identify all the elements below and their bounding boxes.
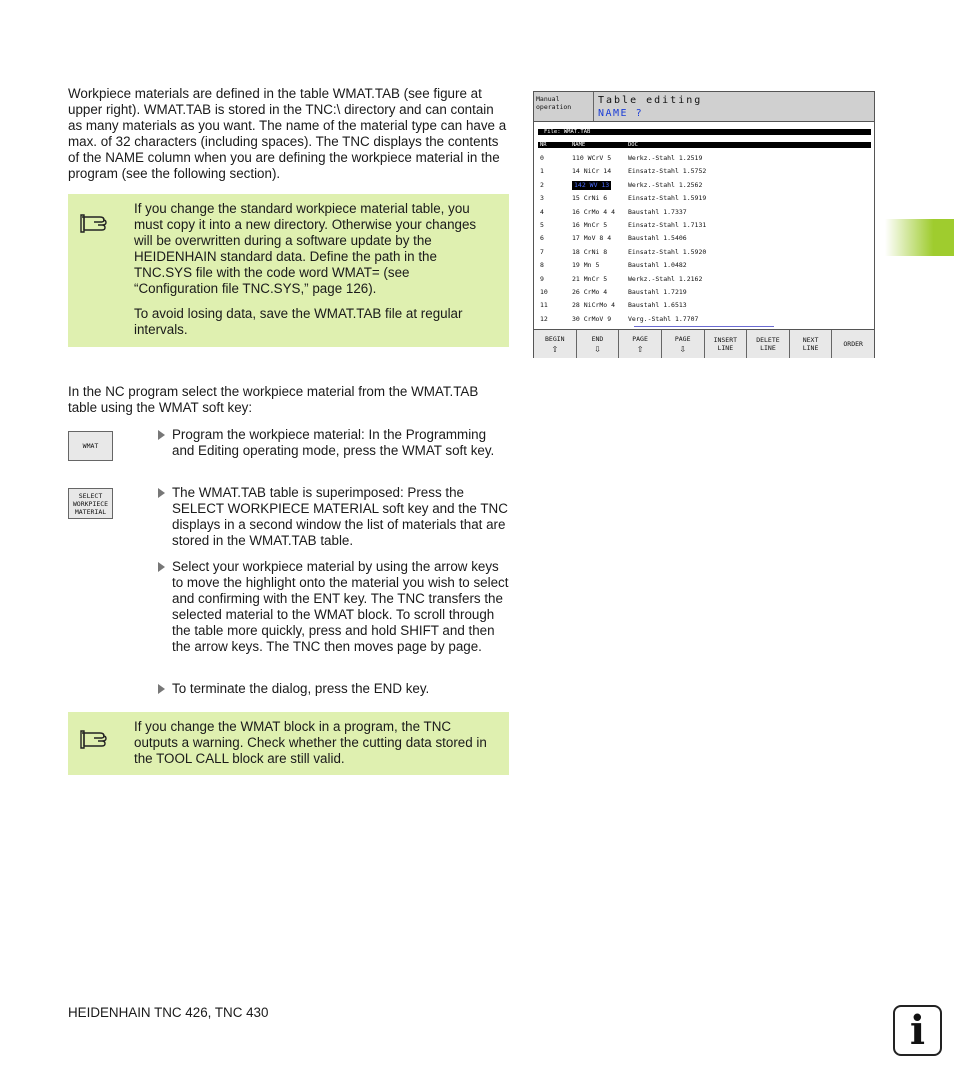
- cell-name: 18 CrNi 8: [572, 247, 608, 256]
- softkey-label: PAGE: [632, 334, 648, 343]
- screen-softkey-insert[interactable]: [705, 330, 748, 358]
- softkey-label: ORDER: [843, 340, 863, 348]
- note-box-material-table: [68, 194, 509, 347]
- info-icon: i: [893, 1005, 942, 1056]
- wmat-softkey-label: WMAT: [82, 442, 99, 450]
- table-row[interactable]: [538, 275, 871, 284]
- softkey-label: DELETE: [756, 336, 780, 344]
- cell-name: 16 MnCr 5: [572, 221, 608, 229]
- intro-paragraph: Workpiece materials are defined in the table WMAT.TAB (see figure at upper right). WMAT.TAB is stored in the TNC:\ directory and can contain as many materials as you want. The name of the material type can have a max. of 32 characters (including spaces). The TNC displays the contents of the NAME column when you are defining the workpiece material in the program (see the following section).: [68, 86, 507, 181]
- operating-mode-label: [536, 95, 591, 111]
- softkey-label: PAGE: [674, 334, 691, 343]
- step-3: [158, 559, 510, 655]
- cell-nr: 11: [540, 301, 548, 310]
- cell-nr: 9: [540, 274, 544, 283]
- column-header-nr: NR: [540, 142, 547, 148]
- mode-line-1: Manual: [536, 95, 560, 103]
- cell-nr: 10: [540, 288, 548, 296]
- step-1: [158, 427, 510, 459]
- screen-softkey-next[interactable]: [790, 330, 833, 358]
- step-2-text: The WMAT.TAB table is superimposed: Press the SELECT WORKPIECE MATERIAL soft key and the TNC displays in a second window the list of materials that are stored in the WMAT.TAB table.: [172, 485, 508, 548]
- note1-paragraph-1: If you change the standard workpiece material table, you must copy it into a new directory. Otherwise your changes will be overwritten during a software update by the HEIDENHAIN standard data. Define the path in the TNC.SYS file with the code word WMAT= (see “Configuration file TNC.SYS,” page 126).: [134, 201, 477, 296]
- softkey-label-line-2: LINE: [760, 344, 776, 352]
- mode-line-2: operation: [536, 103, 572, 111]
- arrow-bullet-icon: [158, 684, 165, 694]
- softkey-label: END: [591, 334, 604, 343]
- file-name-bar: File: WMAT.TAB: [538, 129, 871, 135]
- cell-doc: Einsatz-Stahl 1.5752: [628, 167, 707, 176]
- softkey-label-line-2: LINE: [717, 344, 734, 352]
- table-row[interactable]: [538, 208, 871, 217]
- arrow-bullet-icon: [158, 488, 165, 498]
- note-box-wmat-block: [68, 712, 509, 775]
- cell-name: 16 CrMo 4 4: [572, 207, 616, 216]
- table-row[interactable]: [538, 301, 871, 310]
- cell-doc: Werkz.-Stahl 1.2162: [628, 274, 703, 283]
- arrow-up-icon: ⇧: [551, 341, 559, 355]
- column-header-doc: DOC: [628, 142, 638, 148]
- step-4-text: To terminate the dialog, press the END key.: [172, 681, 430, 696]
- cell-name: 110 WCrV 5: [572, 154, 612, 162]
- column-header-bar: [538, 142, 871, 148]
- step-3-text: Select your workpiece material by using the arrow keys to move the highlight onto the material you wish to select and confirming with the ENT key. The TNC transfers the selected material to the WMAT block. To scroll through the table more quickly, press and hold SHIFT and then the arrow keys. The TNC then moves page by page.: [172, 559, 509, 654]
- softkey-label: NEXT: [802, 336, 819, 344]
- step-1-text: Program the workpiece material: In the Programming and Editing operating mode, press the WMAT soft key.: [172, 427, 495, 458]
- screen-softkey-order[interactable]: [832, 330, 874, 358]
- cell-nr: 2: [540, 180, 544, 189]
- note1-paragraph-2: To avoid losing data, save the WMAT.TAB file at regular intervals.: [134, 306, 463, 337]
- cell-nr: 5: [540, 221, 544, 229]
- cell-nr: 1: [540, 167, 544, 176]
- pointing-hand-icon: [80, 724, 114, 750]
- select-workpiece-material-softkey[interactable]: [68, 488, 113, 519]
- screen-header: [534, 92, 874, 122]
- arrow-bullet-icon: [158, 562, 165, 572]
- table-row[interactable]: [538, 167, 871, 176]
- dialog-prompt: NAME ?: [598, 108, 644, 119]
- cell-name: 17 MoV 8 4: [572, 234, 612, 243]
- cell-doc: Baustahl 1.5406: [628, 234, 687, 243]
- cell-name: 28 NiCrMo 4: [572, 301, 616, 310]
- screen-softkey-end[interactable]: [577, 330, 620, 358]
- page-footer: HEIDENHAIN TNC 426, TNC 430: [68, 1005, 269, 1020]
- table-row[interactable]: [538, 194, 871, 203]
- pointing-hand-icon: [80, 208, 114, 234]
- select-intro-paragraph: In the NC program select the workpiece material from the WMAT.TAB table using the WMAT soft key:: [68, 384, 479, 415]
- cell-name: 14 NiCr 14: [572, 167, 612, 176]
- arrow-up-icon: ⇧: [636, 341, 644, 355]
- screen-softkey-page[interactable]: [619, 330, 662, 358]
- chapter-tab: [885, 219, 954, 256]
- cell-nr: 12: [540, 314, 548, 323]
- cell-doc: Werkz.-Stahl 1.2519: [628, 154, 703, 162]
- cell-doc: Baustahl 1.7219: [628, 288, 687, 296]
- cell-nr: 0: [540, 154, 544, 162]
- cell-doc: Verg.-Stahl 1.7707: [628, 314, 699, 323]
- table-row[interactable]: [538, 154, 871, 163]
- cell-doc: Einsatz-Stahl 1.5919: [628, 194, 707, 203]
- cell-nr: 6: [540, 234, 544, 243]
- cell-nr: 8: [540, 261, 544, 270]
- table-row[interactable]: [538, 181, 871, 190]
- cell-name: 30 CrMoV 9: [572, 314, 612, 323]
- cell-name: 19 Mn 5: [572, 261, 600, 270]
- screen-softkey-begin[interactable]: [534, 330, 577, 358]
- arrow-bullet-icon: [158, 430, 165, 440]
- softkey-label-line-3: MATERIAL: [74, 507, 107, 516]
- table-row[interactable]: [538, 221, 871, 230]
- header-divider: [593, 92, 594, 121]
- cell-doc: Einsatz-Stahl 1.5920: [628, 247, 707, 256]
- scroll-indicator: [634, 326, 774, 327]
- step-4: [158, 681, 510, 697]
- table-row[interactable]: [538, 288, 871, 297]
- softkey-label-line-2: LINE: [802, 344, 819, 352]
- table-editing-screen: [533, 91, 875, 358]
- cell-doc: Baustahl 1.6513: [628, 301, 687, 310]
- screen-title: Table editing: [598, 95, 703, 106]
- cell-doc: Einsatz-Stahl 1.7131: [628, 221, 707, 229]
- cell-nr: 3: [540, 194, 544, 203]
- screen-softkey-delete[interactable]: [747, 330, 790, 358]
- cell-nr: 4: [540, 207, 544, 216]
- cell-name: 26 CrMo 4: [572, 288, 608, 296]
- softkey-label: INSERT: [713, 336, 738, 344]
- step-2: [158, 485, 510, 549]
- screen-softkey-page[interactable]: [662, 330, 705, 358]
- note2-paragraph: If you change the WMAT block in a program, the TNC outputs a warning. Check whether the cutting data stored in the TOOL CALL block are still valid.: [134, 719, 487, 766]
- table-row[interactable]: [538, 315, 871, 324]
- wmat-softkey[interactable]: [68, 431, 113, 461]
- cell-doc: Werkz.-Stahl 1.2562: [628, 180, 703, 189]
- screen-softkey-row: [534, 329, 874, 358]
- cell-name: 15 CrNi 6: [572, 194, 608, 203]
- table-row[interactable]: [538, 234, 871, 243]
- cell-doc: Baustahl 1.7337: [628, 207, 687, 216]
- cell-nr: 7: [540, 247, 544, 256]
- column-header-name: NAME: [572, 142, 586, 148]
- table-row[interactable]: [538, 261, 871, 270]
- cell-doc: Baustahl 1.0482: [628, 261, 687, 270]
- cell-name: 21 MnCr 5: [572, 274, 608, 283]
- softkey-label-line-1: SELECT: [78, 491, 103, 500]
- arrow-down-icon: ⇩: [679, 341, 686, 355]
- cell-name: 142 WV 13: [574, 180, 610, 189]
- softkey-label-line-2: WORKPIECE: [72, 499, 109, 508]
- arrow-down-icon: ⇩: [594, 341, 601, 355]
- table-row[interactable]: [538, 248, 871, 257]
- softkey-label: BEGIN: [545, 334, 565, 343]
